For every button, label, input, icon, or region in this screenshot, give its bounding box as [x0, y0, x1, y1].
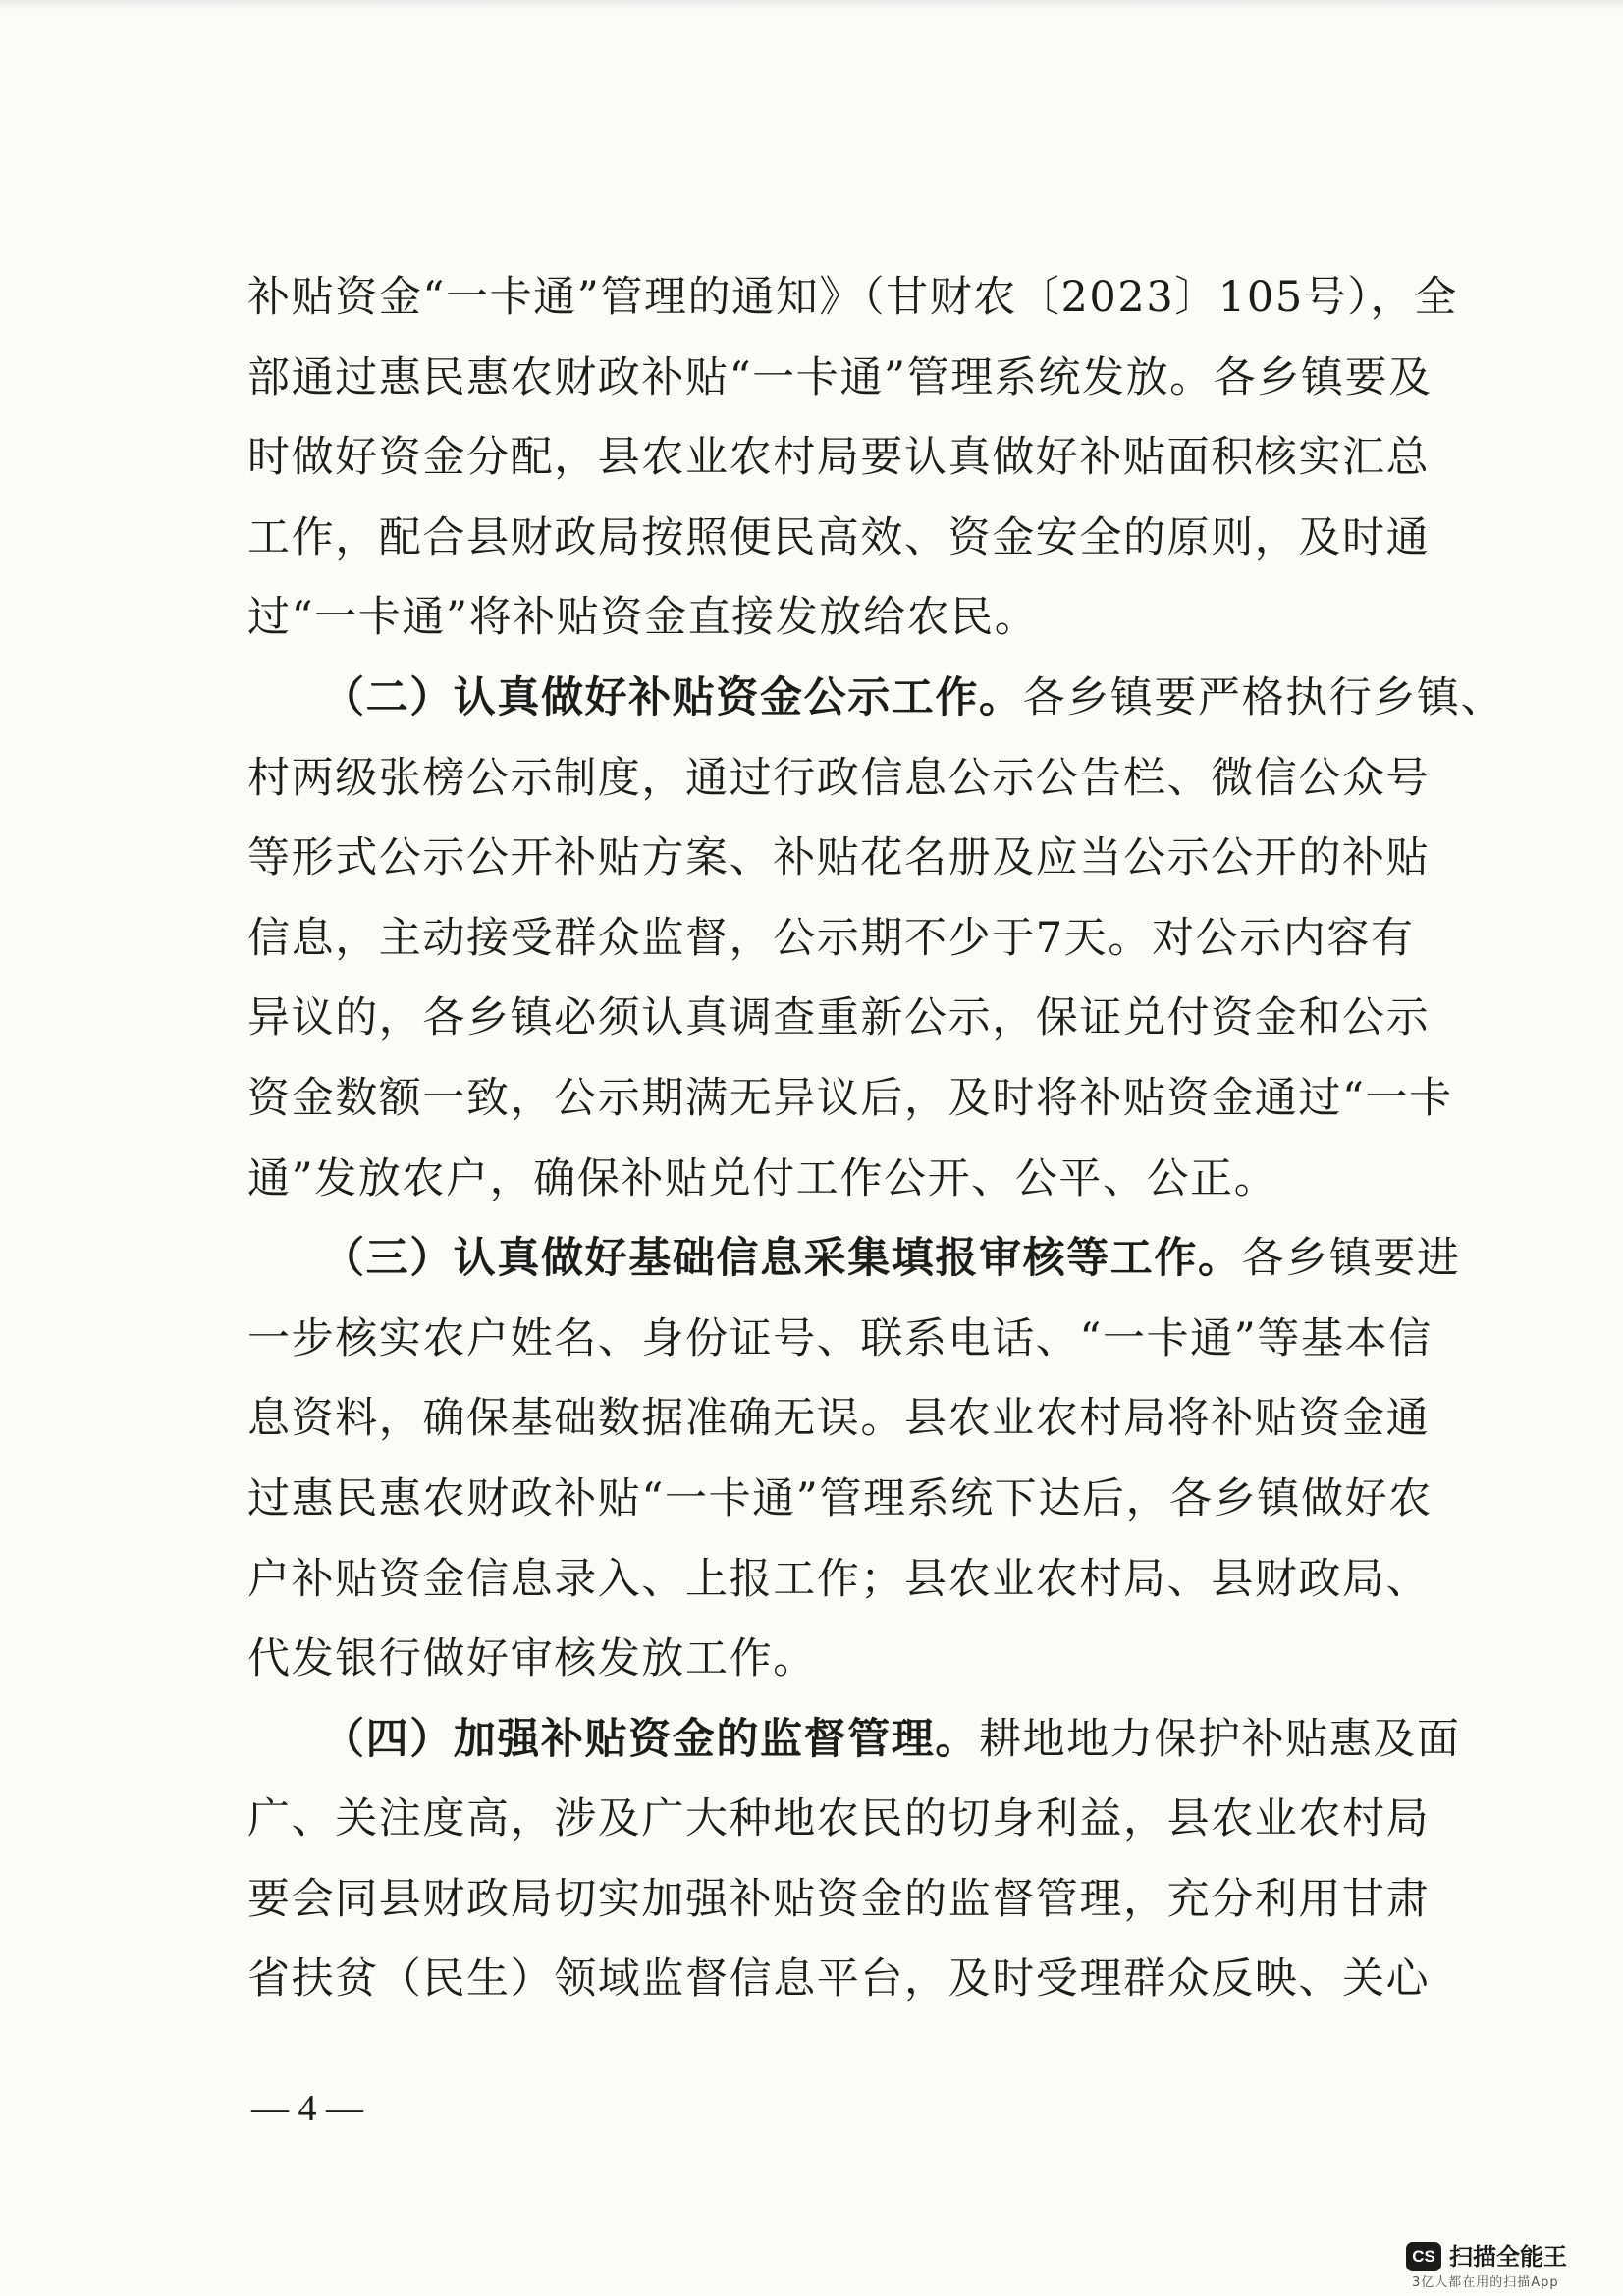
section-3-line: 代发银行做好审核发放工作。 — [247, 1634, 817, 1684]
section-2-lead: 各乡镇要严格执行乡镇、 — [1022, 672, 1505, 722]
section-4-heading: （四）加强补贴资金的监督管理。 — [322, 1714, 979, 1764]
section-3-lead: 各乡镇要进 — [1241, 1234, 1461, 1284]
camscanner-logo-icon: CS — [1406, 2242, 1441, 2271]
section-2-line: 异议的，各乡镇必须认真调查重新公示，保证兑付资金和公示 — [247, 993, 1431, 1043]
section-3-line: 户补贴资金信息录入、上报工作；县农业农村局、县财政局、 — [247, 1554, 1431, 1604]
section-2-line: 村两级张榜公示制度，通过行政信息公示公告栏、微信公众号 — [247, 753, 1431, 803]
section-2-line: 通”发放农户，确保补贴兑付工作公开、公平、公正。 — [247, 1153, 1278, 1203]
section-3-line: 过惠民惠农财政补贴“一卡通”管理系统下达后，各乡镇做好农 — [247, 1473, 1433, 1523]
section-4-line: 省扶贫（民生）领域监督信息平台，及时受理群众反映、关心 — [247, 1954, 1431, 2004]
section-4-lead: 耕地地力保护补贴惠及面 — [979, 1714, 1461, 1764]
section-2-line: 等形式公示公开补贴方案、补贴花名册及应当公示公开的补贴 — [247, 833, 1431, 883]
section-3-heading: （三）认真做好基础信息采集填报审核等工作。 — [322, 1234, 1242, 1284]
body-line-4: 工作，配合县财政局按照便民高效、资金安全的原则，及时通 — [247, 512, 1431, 562]
body-line-1: 补贴资金“一卡通”管理的通知》（甘财农〔2023〕105号），全 — [247, 273, 1458, 322]
watermark-subtitle: 3亿人都在用的扫描App — [1412, 2275, 1559, 2290]
section-2-first-line — [247, 659, 1505, 739]
watermark-title: 扫描全能王 — [1449, 2243, 1567, 2270]
body-line-5: 过“一卡通”将补贴资金直接发放给农民。 — [247, 593, 1039, 643]
section-2-line: 信息，主动接受群众监督，公示期不少于7天。对公示内容有 — [247, 913, 1415, 963]
document-body — [247, 258, 1505, 2020]
section-4-first-line — [247, 1700, 1461, 1781]
page-number: — 4 — — [251, 2088, 363, 2129]
section-2-line: 资金数额一致，公示期满无异议后，及时将补贴资金通过“一卡 — [247, 1073, 1453, 1123]
scan-edge-shadow — [0, 0, 1623, 10]
scanner-watermark — [1406, 2242, 1610, 2293]
section-3-line: 息资料，确保基础数据准确无误。县农业农村局将补贴资金通 — [247, 1394, 1431, 1444]
section-2-heading: （二）认真做好补贴资金公示工作。 — [322, 672, 1023, 722]
body-line-2: 部通过惠民惠农财政补贴“一卡通”管理系统发放。各乡镇要及 — [247, 352, 1433, 402]
section-4-line: 要会同县财政局切实加强补贴资金的监督管理，充分利用甘肃 — [247, 1874, 1431, 1924]
body-line-3: 时做好资金分配，县农业农村局要认真做好补贴面积核实汇总 — [247, 433, 1431, 483]
section-4-line: 广、关注度高，涉及广大种地农民的切身利益，县农业农村局 — [247, 1794, 1431, 1844]
section-3-line: 一步核实农户姓名、身份证号、联系电话、“一卡通”等基本信 — [247, 1313, 1433, 1363]
section-3-first-line — [247, 1219, 1461, 1300]
